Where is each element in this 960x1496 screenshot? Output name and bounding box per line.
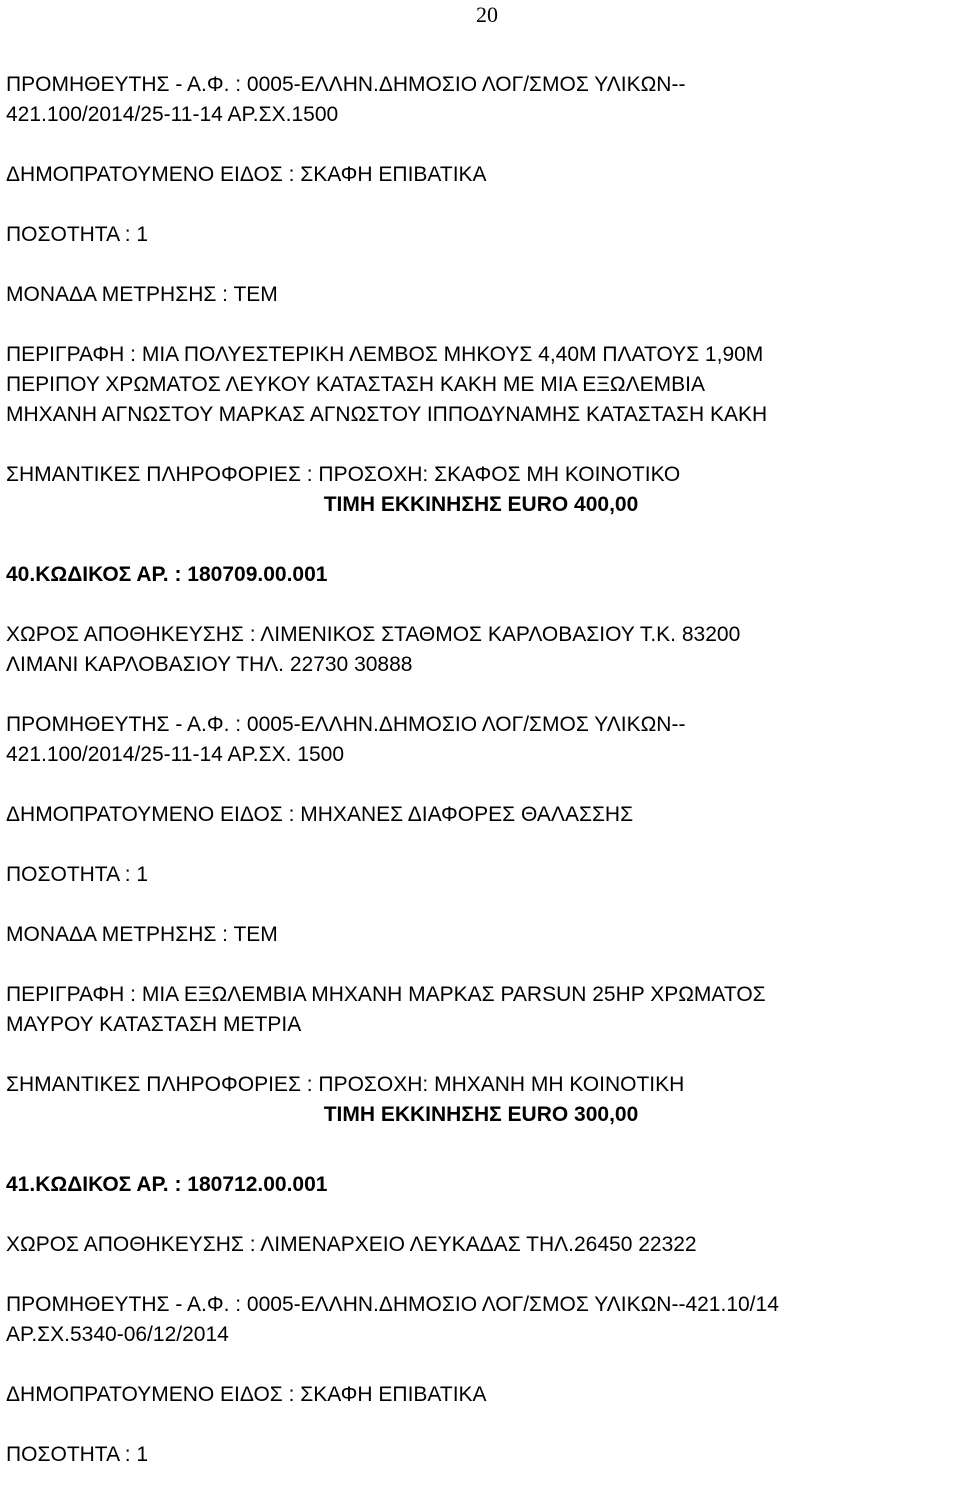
important-info: ΣΗΜΑΝΤΙΚΕΣ ΠΛΗΡΟΦΟΡΙΕΣ : ΠΡΟΣΟΧΗ: ΣΚΑΦΟΣ ΜΗ ΚΟΙΝΟΤΙΚΟ: [6, 463, 681, 486]
quantity: ΠΟΣΟΤΗΤΑ : 1: [6, 223, 149, 246]
description-line: ΜΑΥΡΟΥ ΚΑΤΑΣΤΑΣΗ ΜΕΤΡΙΑ: [6, 1013, 302, 1036]
important-info: ΣΗΜΑΝΤΙΚΕΣ ΠΛΗΡΟΦΟΡΙΕΣ : ΠΡΟΣΟΧΗ: ΜΗΧΑΝΗ ΜΗ ΚΟΙΝΟΤΙΚΗ: [6, 1073, 685, 1096]
item-block: [6, 560, 956, 1130]
item-type: ΔΗΜΟΠΡΑΤΟΥΜΕΝΟ ΕΙΔΟΣ : ΣΚΑΦΗ ΕΠΙΒΑΤΙΚΑ: [6, 163, 487, 186]
item-block: [6, 1170, 956, 1470]
description-line: ΠΕΡΙΠΟΥ ΧΡΩΜΑΤΟΣ ΛΕΥΚΟΥ ΚΑΤΑΣΤΑΣΗ ΚΑΚΗ ΜΕ ΜΙΑ ΕΞΩΛΕΜΒΙΑ: [6, 373, 705, 396]
supplier-line: 421.100/2014/25-11-14 ΑΡ.ΣΧ. 1500: [6, 743, 345, 766]
unit-of-measure: ΜΟΝΑΔΑ ΜΕΤΡΗΣΗΣ : ΤΕΜ: [6, 923, 278, 946]
page-number: 20: [476, 2, 498, 27]
supplier-line: ΑΡ.ΣΧ.5340-06/12/2014: [6, 1323, 229, 1346]
quantity: ΠΟΣΟΤΗΤΑ : 1: [6, 863, 149, 886]
unit-of-measure: ΜΟΝΑΔΑ ΜΕΤΡΗΣΗΣ : ΤΕΜ: [6, 283, 278, 306]
description-line: ΜΗΧΑΝΗ ΑΓΝΩΣΤΟΥ ΜΑΡΚΑΣ ΑΓΝΩΣΤΟΥ ΙΠΠΟΔΥΝΑΜΗΣ ΚΑΤΑΣΤΑΣΗ ΚΑΚΗ: [6, 403, 768, 426]
description-line: ΠΕΡΙΓΡΑΦΗ : ΜΙΑ ΠΟΛΥΕΣΤΕΡΙΚΗ ΛΕΜΒΟΣ ΜΗΚΟΥΣ 4,40Μ ΠΛΑΤΟΥΣ 1,90Μ: [6, 343, 764, 366]
storage-location: ΧΩΡΟΣ ΑΠΟΘΗΚΕΥΣΗΣ : ΛΙΜΕΝΙΚΟΣ ΣΤΑΘΜΟΣ ΚΑΡΛΟΒΑΣΙΟΥ Τ.Κ. 83200: [6, 623, 741, 646]
starting-price: ΤΙΜΗ ΕΚΚΙΝΗΣΗΣ EURO 300,00: [323, 1103, 639, 1126]
item-code: 40.ΚΩΔΙΚΟΣ ΑΡ. : 180709.00.001: [6, 563, 328, 586]
item-code: 41.ΚΩΔΙΚΟΣ ΑΡ. : 180712.00.001: [6, 1173, 328, 1196]
quantity: ΠΟΣΟΤΗΤΑ : 1: [6, 1443, 149, 1466]
item-block: [6, 70, 956, 520]
document-body: [6, 70, 956, 1470]
supplier-line: ΠΡΟΜΗΘΕΥΤΗΣ - Α.Φ. : 0005-ΕΛΛΗΝ.ΔΗΜΟΣΙΟ ΛΟΓ/ΣΜΟΣ ΥΛΙΚΩΝ--421.10/14: [6, 1293, 779, 1316]
starting-price: ΤΙΜΗ ΕΚΚΙΝΗΣΗΣ EURO 400,00: [323, 493, 639, 516]
description-line: ΠΕΡΙΓΡΑΦΗ : ΜΙΑ ΕΞΩΛΕΜΒΙΑ ΜΗΧΑΝΗ ΜΑΡΚΑΣ PARSUN 25HP ΧΡΩΜΑΤΟΣ: [6, 983, 766, 1006]
storage-location: ΧΩΡΟΣ ΑΠΟΘΗΚΕΥΣΗΣ : ΛΙΜΕΝΑΡΧΕΙΟ ΛΕΥΚΑΔΑΣ ΤΗΛ.26450 22322: [6, 1233, 697, 1256]
item-type: ΔΗΜΟΠΡΑΤΟΥΜΕΝΟ ΕΙΔΟΣ : ΣΚΑΦΗ ΕΠΙΒΑΤΙΚΑ: [6, 1383, 487, 1406]
supplier-line: ΠΡΟΜΗΘΕΥΤΗΣ - Α.Φ. : 0005-ΕΛΛΗΝ.ΔΗΜΟΣΙΟ ΛΟΓ/ΣΜΟΣ ΥΛΙΚΩΝ--: [6, 713, 686, 736]
storage-location: ΛΙΜΑΝΙ ΚΑΡΛΟΒΑΣΙΟΥ ΤΗΛ. 22730 30888: [6, 653, 413, 676]
supplier-line: 421.100/2014/25-11-14 ΑΡ.ΣΧ.1500: [6, 103, 339, 126]
supplier-line: ΠΡΟΜΗΘΕΥΤΗΣ - Α.Φ. : 0005-ΕΛΛΗΝ.ΔΗΜΟΣΙΟ ΛΟΓ/ΣΜΟΣ ΥΛΙΚΩΝ--: [6, 73, 686, 96]
item-type: ΔΗΜΟΠΡΑΤΟΥΜΕΝΟ ΕΙΔΟΣ : ΜΗΧΑΝΕΣ ΔΙΑΦΟΡΕΣ ΘΑΛΑΣΣΗΣ: [6, 803, 634, 826]
